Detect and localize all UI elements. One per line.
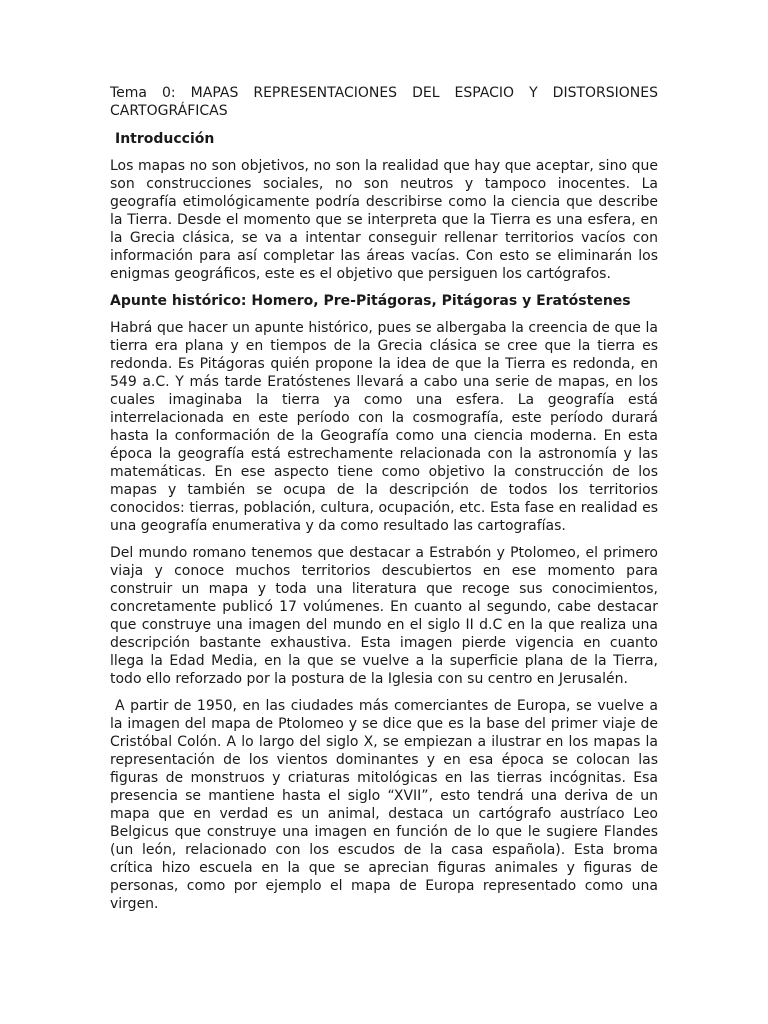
section-heading-introduction: Introducción	[115, 131, 215, 147]
section-heading-history: Apunte histórico: Homero, Pre-Pitágoras, Pitágoras y Eratóstenes	[110, 293, 631, 309]
document-title	[110, 84, 658, 120]
paragraph-introduction: Los mapas no son objetivos, no son la realidad que hay que aceptar, sino que son construcciones sociales, no son neutros y tampoco inocentes. La geografía etimológicamente podría describirse como la ciencia que describe la Tierra. Desde el momento que se interpreta que la Tierra es una esfera, en la Grecia clásica, se va a intentar conseguir rellenar territorios vacíos con información para así completar las áreas vacías. Con esto se eliminarán los enigmas geográficos, este es el objetivo que persiguen los cartógrafos.	[110, 158, 658, 282]
paragraph-history-rome: Del mundo romano tenemos que destacar a Estrabón y Ptolomeo, el primero viaja y conoce muchos territorios descubiertos en ese momento para construir un mapa y toda una literatura que recoge sus conocimientos, concretamente publicó 17 volúmenes. En cuanto al segundo, cabe destacar que construye una imagen del mundo en el siglo II d.C en la que realiza una descripción bastante exhaustiva. Esta imagen pierde vigencia en cuanto llega la Edad Media, en la que se vuelve a la superficie plana de la Tierra, todo ello reforzado por la postura de la Iglesia con su centro en Jerusalén.	[110, 545, 658, 687]
paragraph-history-renaissance: A partir de 1950, en las ciudades más comerciantes de Europa, se vuelve a la imagen del mapa de Ptolomeo y se dice que es la base del primer viaje de Cristóbal Colón. A lo largo del siglo X, se empiezan a ilustrar en los mapas la representación de los vientos dominantes y en esa época se colocan las figuras de monstruos y criaturas mitológicas en las tierras incógnitas. Esa presencia se mantiene hasta el siglo “XVII”, esto tendrá una deriva de un mapa que en verdad es un animal, destaca un cartógrafo austríaco Leo Belgicus que construye una imagen en función de lo que le sugiere Flandes (un león, relacionado con los escudos de la casa española). Esta broma crítica hizo escuela en la que se aprecian figuras animales y figuras de personas, como por ejemplo el mapa de Europa representado como una virgen.	[110, 698, 658, 912]
paragraph-history-greece: Habrá que hacer un apunte histórico, pues se albergaba la creencia de que la tierra era plana y en tiempos de la Grecia clásica se cree que la tierra es redonda. Es Pitágoras quién propone la idea de que la Tierra es redonda, en 549 a.C. Y más tarde Eratóstenes llevará a cabo una serie de mapas, en los cuales imaginaba la tierra ya como una esfera. La geografía está interrelacionada en este período con la cosmografía, este período durará hasta la conformación de la Geografía como una ciencia moderna. En esta época la geografía está estrechamente relacionada con la astronomía y las matemáticas. En ese aspecto tiene como objetivo la construcción de los mapas y también se ocupa de la descripción de todos los territorios conocidos: tierras, población, cultura, ocupación, etc. Esta fase en realidad es una geografía enumerativa y da como resultado las cartografías.	[110, 320, 658, 534]
document-title-line-1: Tema 0: MAPAS REPRESENTACIONES DEL ESPACIO Y DISTORSIONES	[110, 85, 658, 101]
document-title-line-2: CARTOGRÁFICAS	[110, 103, 228, 119]
document-page	[110, 84, 658, 922]
